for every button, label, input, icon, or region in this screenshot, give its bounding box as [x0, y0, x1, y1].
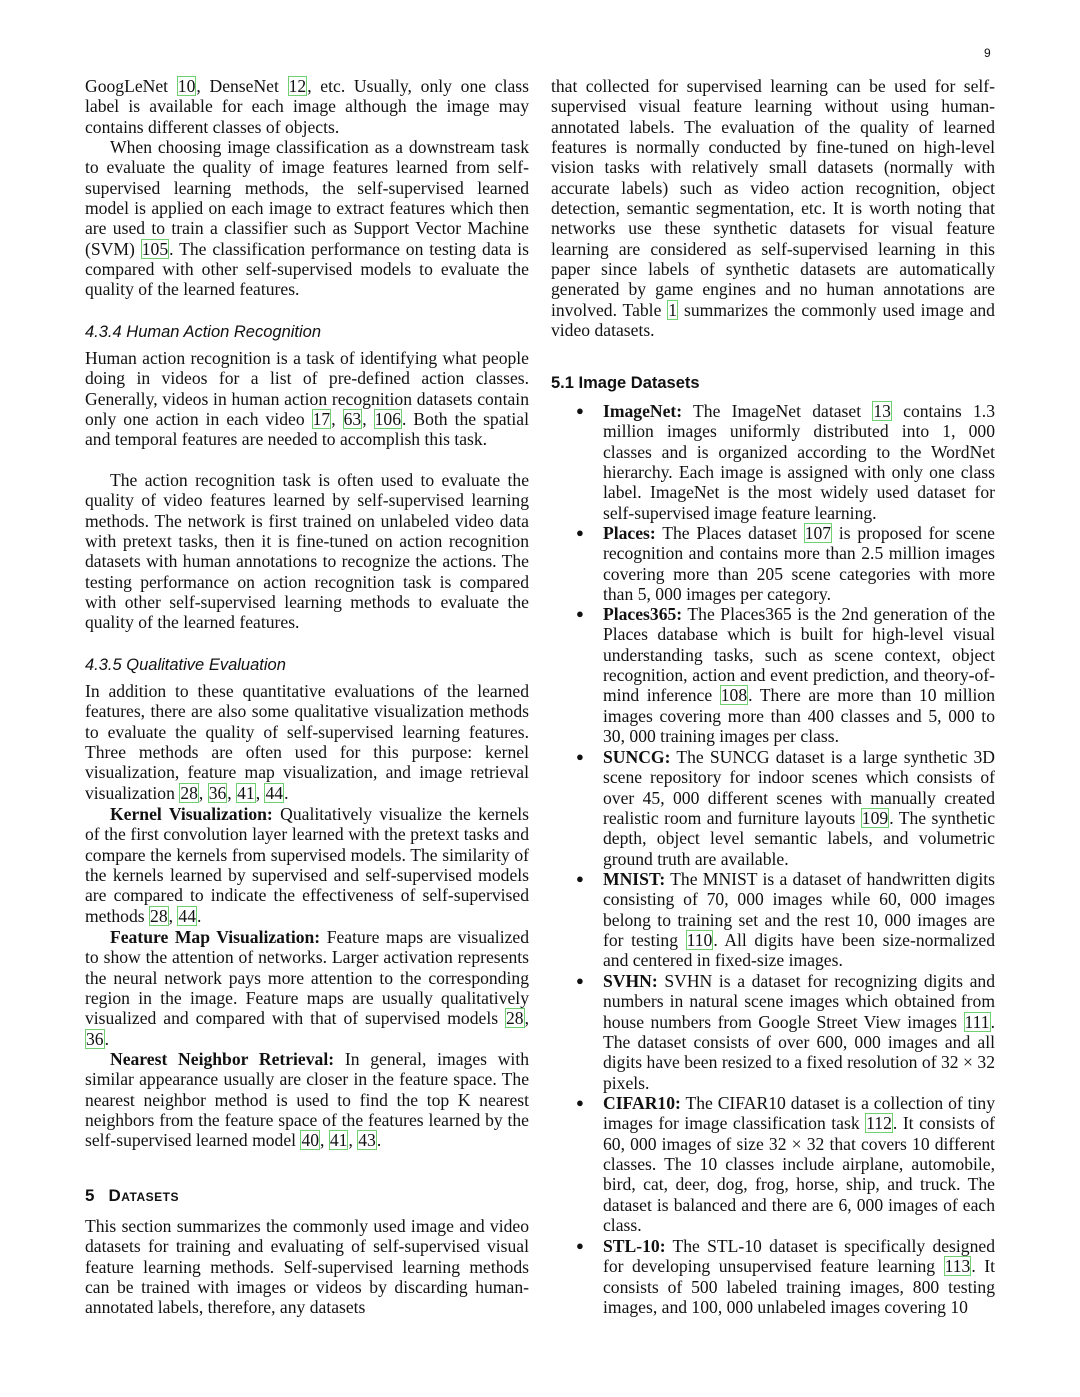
paragraph-text: Feature maps are visualized to show the attention of networks. Larger activation represents the neural network pays more attention to the corresponding region in the image. Feature maps are usually qualitatively visualized and compared with that of supervised models 28, 36.	[85, 927, 529, 1049]
dataset-name: ImageNet:	[603, 401, 683, 421]
subsection-heading: 5.1 Image Datasets	[551, 374, 700, 392]
section-title: Datasets	[108, 1186, 179, 1205]
bullet-icon: ●	[576, 1238, 584, 1253]
dataset-list-item	[576, 1093, 995, 1236]
page-number: 9	[984, 46, 991, 60]
citation-link[interactable]: 108	[720, 685, 748, 706]
dataset-list-item	[576, 869, 995, 971]
bullet-icon: ●	[576, 749, 584, 764]
dataset-list-item	[576, 401, 995, 523]
dataset-list-item	[576, 604, 995, 747]
citation-link[interactable]: 13	[873, 401, 891, 421]
citation-link[interactable]: 12	[288, 76, 307, 96]
bullet-icon: ●	[576, 1095, 584, 1110]
dataset-name: STL-10:	[603, 1236, 666, 1256]
paragraph: This section summarizes the commonly used image and video datasets for training and evaluating of self-supervised visual feature learning methods. Self-supervised learning methods can be trained with images or videos by discarding human-annotated labels, therefore, any datasets	[85, 1216, 529, 1318]
citation-link[interactable]: 106	[374, 409, 401, 430]
bullet-icon: ●	[576, 871, 584, 886]
dataset-description: The STL-10 dataset is specifically designed for developing unsupervised feature learning 113. It consists of 500 labeled training images, 800 testing images, and 100, 000 unlabeled images covering 10	[603, 1236, 996, 1318]
citation-link[interactable]: 28	[150, 905, 168, 926]
dataset-description: The Places dataset 107 is proposed for scene recognition and contains more than 2.5 million images covering more than 205 scene categories with more than 5, 000 images per category.	[603, 523, 995, 605]
citation-link[interactable]: 10	[177, 76, 196, 96]
bullet-icon: ●	[576, 973, 584, 988]
paragraph: Human action recognition is a task of identifying what people doing in videos for a list of pre-defined action classes. Generally, videos in human action recognition datasets contain only one action in each video 17, 63, 106. Both the spatial and temporal features are needed to accomplish this task.	[85, 348, 529, 450]
run-in-heading: Kernel Visualization:	[110, 804, 273, 824]
citation-link[interactable]: 110	[686, 930, 713, 951]
paragraph: In addition to these quantitative evaluations of the learned features, there are also some qualitative visualization methods to evaluate the quality of self-supervised learning features. Three methods are often used for this purpose: kernel visualization, feature map visualization, and image retrieval visualization 28, 36, 41, 44.	[85, 681, 529, 803]
dataset-name: Places365:	[603, 604, 683, 624]
subsection-heading: 4.3.4 Human Action Recognition	[85, 323, 322, 341]
dataset-list-item	[576, 1236, 996, 1318]
citation-link[interactable]: 41	[237, 782, 255, 803]
citation-link[interactable]: 111	[964, 1011, 990, 1032]
citation-link[interactable]: 28	[180, 782, 198, 803]
dataset-description: SVHN is a dataset for recognizing digits and numbers in natural scene images which obtained from house numbers from Google Street View images 111. The dataset consists of over 600, 000 images and all digits have been resized to a fixed resolution of 32 × 32 pixels.	[603, 971, 995, 1093]
paragraph: When choosing image classification as a downstream task to evaluate the quality of image features learned from self-supervised learning methods, the self-supervised learned model is applied on each image to extract features which then are used to train a classifier such as Support Vector Machine (SVM) 105. The classification performance on testing data is compared with other self-supervised models to evaluate the quality of the learned features.	[85, 137, 529, 300]
citation-link[interactable]: 105	[141, 238, 169, 259]
paragraph: The action recognition task is often used to evaluate the quality of video features learned by self-supervised learning methods. The network is first trained on unlabeled video data with pretext tasks, then it is fine-tuned on action recognition datasets with human annotations to recognize the actions. The testing performance on action recognition task is compared with other self-supervised learning methods to evaluate the quality of the learned features.	[85, 470, 529, 633]
dataset-description: The SUNCG dataset is a large synthetic 3D scene repository for indoor scenes which consists of over 45, 000 different scenes with manually created realistic room and furniture layouts 109. The synthetic depth, object level semantic labels, and volumetric ground truth are available.	[603, 747, 996, 869]
citation-link[interactable]: 112	[866, 1113, 892, 1134]
citation-link[interactable]: 36	[86, 1028, 104, 1049]
bullet-icon: ●	[576, 403, 584, 418]
dataset-name: SVHN:	[603, 971, 658, 991]
section-heading	[85, 1186, 179, 1206]
dataset-description: The Places365 is the 2nd generation of the Places database which is built for high-level visual understanding tasks, such as scene context, object recognition, action and event prediction, and theory-of-mind inference 108. There are more than 10 million images covering more than 400 classes and 5, 000 to 30, 000 training images per class.	[603, 604, 995, 747]
bullet-icon: ●	[576, 606, 584, 621]
paragraph	[85, 1049, 529, 1151]
dataset-name: MNIST:	[603, 869, 666, 889]
citation-link[interactable]: 36	[208, 782, 227, 803]
run-in-heading: Nearest Neighbor Retrieval:	[110, 1049, 335, 1069]
dataset-description: The ImageNet dataset 13 contains 1.3 million images uniformly distributed into 1, 000 classes and is organized according to the WordNet hierarchy. Each image is assigned with only one class label. ImageNet is the most widely used dataset for self-supervised image feature learning.	[603, 401, 995, 523]
paragraph	[85, 804, 529, 926]
citation-link[interactable]: 40	[301, 1130, 320, 1151]
dataset-list-item	[576, 747, 996, 869]
bullet-icon: ●	[576, 525, 584, 540]
paragraph-text: In general, images with similar appearance usually are closer in the feature space. The nearest neighbor method is used to find the top K nearest neighbors from the feature space of the features learned by the self-supervised learned model 40, 41, 43.	[85, 1049, 529, 1151]
dataset-name: SUNCG:	[603, 747, 671, 767]
subsection-heading: 4.3.5 Qualitative Evaluation	[85, 656, 286, 674]
citation-link[interactable]: 41	[329, 1130, 348, 1151]
dataset-description: The MNIST is a dataset of handwritten digits consisting of 70, 000 images while 60, 000 images belong to training set and the rest 10, 000 images are for testing 110. All digits have been size-normalized and centered in fixed-size images.	[603, 869, 995, 971]
dataset-name: Places:	[603, 523, 656, 543]
paragraph-text: Qualitatively visualize the kernels of the first convolution layer learned with the pretext tasks and compare the kernels from supervised models. The similarity of the kernels learned by supervised and self-supervised models are compared to indicate the effectiveness of self-supervised methods 28, 44.	[85, 804, 529, 926]
citation-link[interactable]: 1	[668, 299, 678, 320]
citation-link[interactable]: 109	[861, 808, 889, 829]
citation-link[interactable]: 43	[358, 1130, 376, 1151]
citation-link[interactable]: 44	[178, 905, 197, 926]
dataset-description: The CIFAR10 dataset is a collection of tiny images for image classification task 112. It consists of 60, 000 images of size 32 × 32 that covers 10 different classes. The 10 classes include airplane, automobile, bird, cat, deer, dog, frog, horse, ship, and truck. The dataset is balanced and there are 6, 000 images of each class.	[603, 1093, 995, 1236]
citation-link[interactable]: 63	[343, 409, 362, 430]
dataset-name: CIFAR10:	[603, 1093, 681, 1113]
paragraph	[85, 927, 529, 1049]
paragraph: GoogLeNet 10, DenseNet 12, etc. Usually, only one class label is available for each image although the image may contains different classes of objects.	[85, 76, 529, 137]
citation-link[interactable]: 107	[804, 523, 832, 543]
citation-link[interactable]: 17	[312, 409, 331, 430]
paragraph: that collected for supervised learning can be used for self-supervised visual feature learning without using human-annotated labels. The evaluation of the quality of learned features is normally conducted by fine-tuned on high-level vision tasks with relatively small datasets (normally with accurate labels) such as video action recognition, object detection, semantic segmentation, etc. It is worth noting that networks use these synthetic datasets for visual feature learning are considered as self-supervised learning in this paper since labels of synthetic datasets are automatically generated by game engines and no human annotations are involved. Table 1 summarizes the commonly used image and video datasets.	[551, 76, 995, 341]
citation-link[interactable]: 28	[506, 1008, 524, 1029]
citation-link[interactable]: 113	[944, 1256, 971, 1277]
dataset-list-item	[576, 971, 995, 1093]
dataset-list-item	[576, 523, 995, 605]
run-in-heading: Feature Map Visualization:	[110, 927, 321, 947]
section-number: 5	[85, 1186, 95, 1205]
citation-link[interactable]: 44	[265, 782, 284, 803]
